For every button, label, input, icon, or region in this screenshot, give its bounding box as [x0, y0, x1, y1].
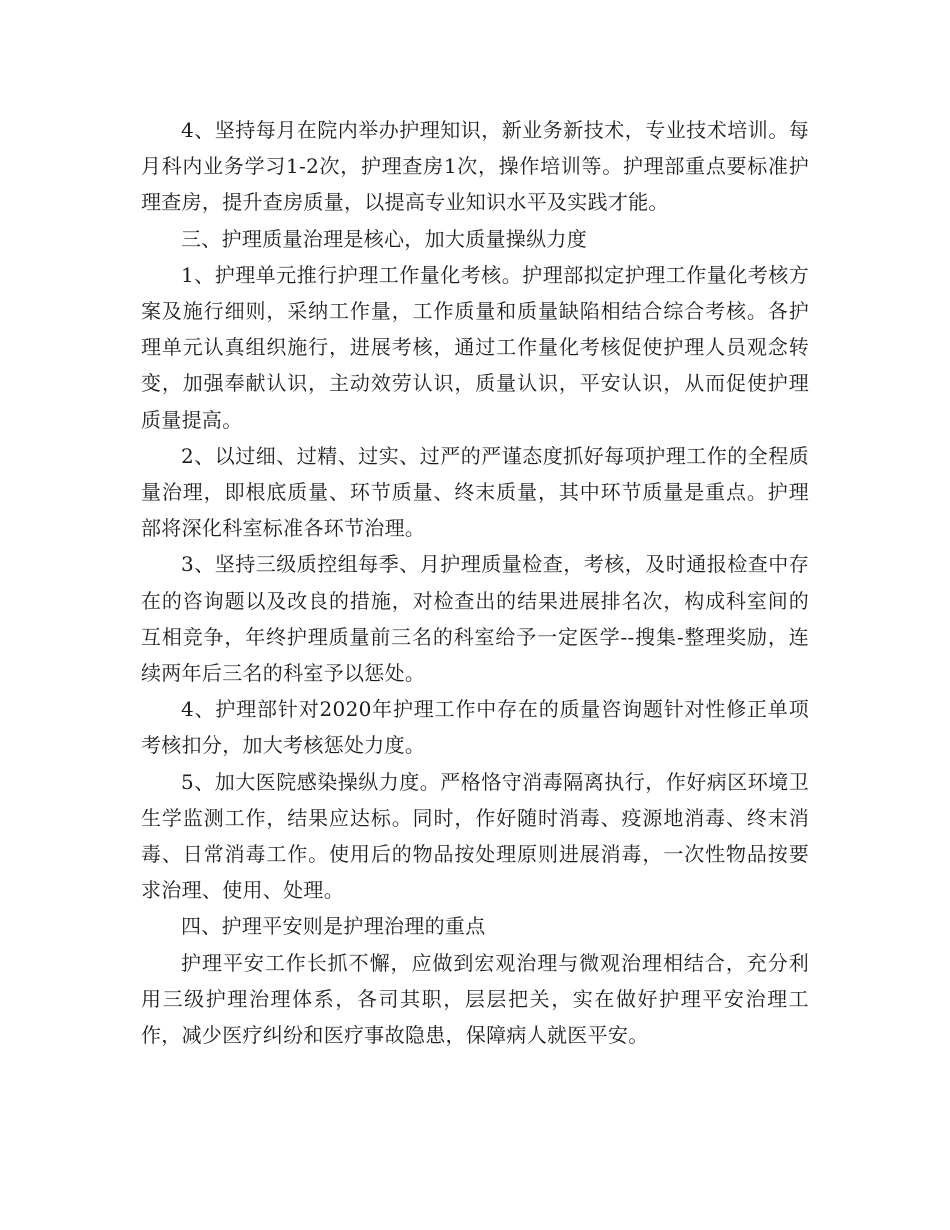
paragraph-infection-control: 5、加大医院感染操纵力度。严格恪守消毒隔离执行，作好病区环境卫生学监测工作，结果应达标。同时，作好随时消毒、疫源地消毒、终末消毒、日常消毒工作。使用后的物品按处理原则进展消毒，一次性物品按要求治理、使用、处理。	[141, 769, 809, 903]
paragraph-training: 4、坚持每月在院内举办护理知识，新业务新技术，专业技术培训。每月科内业务学习1-2次，护理查房1次，操作培训等。护理部重点要标准护理查房，提升查房质量，以提高专业知识水平及实践才能。	[141, 118, 809, 215]
paragraph-process-quality: 2、以过细、过精、过实、过严的严谨态度抓好每项护理工作的全程质量治理，即根底质量、环节质量、终末质量，其中环节质量是重点。护理部将深化科室标准各环节治理。	[141, 443, 809, 541]
section-heading-quality: 三、护理质量治理是核心，加大质量操纵力度	[181, 226, 587, 251]
paragraph-quality-inspection: 3、坚持三级质控组每季、月护理质量检查，考核，及时通报检查中存在的咨询题以及改良的措施，对检查出的结果进展排名次，构成科室间的互相竞争，年终护理质量前三名的科室给予一定医学--搜集-整理奖励，连续两年后三名的科室予以惩处。	[141, 552, 809, 686]
paragraph-targeted-revision: 4、护理部针对2020年护理工作中存在的质量咨询题针对性修正单项考核扣分，加大考核惩处力度。	[141, 697, 809, 758]
document-body	[141, 112, 809, 1053]
section-heading-safety: 四、护理平安则是护理治理的重点	[181, 914, 486, 939]
paragraph-safety-management: 护理平安工作长抓不懈，应做到宏观治理与微观治理相结合，充分利用三级护理治理体系，各司其职，层层把关，实在做好护理平安治理工作，减少医疗纠纷和医疗事故隐患，保障病人就医平安。	[141, 950, 809, 1048]
paragraph-workload-assessment: 1、护理单元推行护理工作量化考核。护理部拟定护理工作量化考核方案及施行细则，采纳工作量，工作质量和质量缺陷相结合综合考核。各护理单元认真组织施行，进展考核，通过工作量化考核促使护理人员观念转变，加强奉献认识，主动效劳认识，质量认识，平安认识，从而促使护理质量提高。	[141, 262, 809, 432]
